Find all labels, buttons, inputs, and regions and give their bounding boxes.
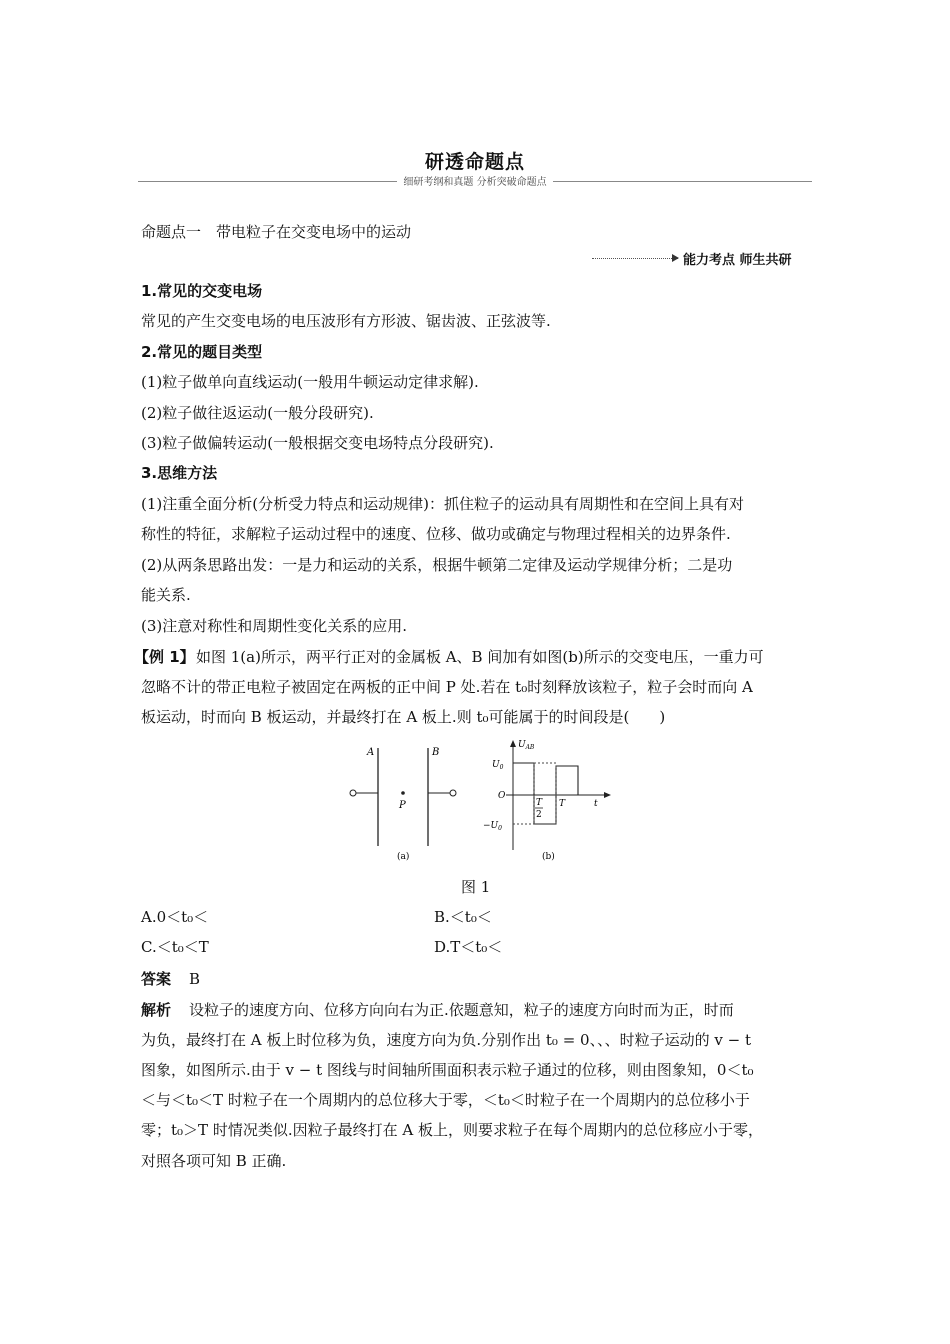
analysis-label: 解析 [141,1001,172,1019]
analysis-line-4: ＜与＜t₀＜T 时粒子在一个周期内的总位移大于零，＜t₀＜时粒子在一个周期内的总位移小于 [141,1091,750,1109]
heading-1: 1.常见的交变电场 [141,282,263,300]
label-axis-t: t [594,799,598,809]
method-2-line-2: 能关系. [141,586,191,604]
option-c: C.＜t₀＜T [141,938,209,956]
example-label: 【例 1】 [134,648,195,666]
paragraph-1: 常见的产生交变电场的电压波形有方形波、锯齿波、正弦波等. [141,312,551,330]
label-t-half-den: 2 [536,810,542,820]
example-line-2: 忽略不计的带正电粒子被固定在两板的正中间 P 处.若在 t₀时刻释放该粒子，粒子会时而向 A [141,678,753,696]
analysis-line-5: 零；t₀＞T 时情况类似.因粒子最终打在 A 板上，则要求粒子在每个周期内的总位移应小于零， [141,1121,763,1139]
arrow-right-icon [672,254,679,262]
method-3: (3)注意对称性和周期性变化关系的应用. [141,617,408,635]
type-item-2: (2)粒子做往返运动(一般分段研究). [141,404,374,422]
figure-caption: 图 1 [461,878,491,896]
waveform-period-2 [556,766,578,795]
example-line-1: 如图 1(a)所示，两平行正对的金属板 A、B 间加有如图(b)所示的交变电压，一重力可 [196,648,764,666]
figure-b [483,740,611,862]
option-b: B.＜t₀＜ [434,908,492,926]
label-u-ab: $U_{AB}$ [518,740,535,751]
answer-value: B [189,970,201,988]
figure-1 [340,738,630,868]
type-item-1: (1)粒子做单向直线运动(一般用牛顿运动定律求解). [141,373,479,391]
label-u0: $U_0$ [492,760,504,771]
example-line-3: 板运动，时而向 B 板运动，并最终打在 A 板上.则 t₀可能属于的时间段是( ) [141,708,666,726]
axis-y-arrow-icon [510,740,516,747]
option-d: D.T＜t₀＜ [434,938,503,956]
option-a: A.0＜t₀＜ [141,908,209,926]
analysis-line-1: 设粒子的速度方向、位移方向向右为正.依题意知，粒子的速度方向时而为正，时而 [189,1001,734,1019]
axis-t-arrow-icon [604,792,611,798]
tag-leader [592,258,678,260]
analysis-line-6: 对照各项可知 B 正确. [141,1152,287,1170]
heading-2: 2.常见的题目类型 [141,343,263,361]
label-t: T [559,799,566,809]
method-1-line-2: 称性的特征，求解粒子运动过程中的速度、位移、做功或确定与物理过程相关的边界条件. [141,525,731,543]
figure-a [350,747,456,862]
method-2-line-1: (2)从两条思路出发：一是力和运动的关系，根据牛顿第二定律及运动学规律分析；二是功 [141,556,733,574]
label-neg-u0: $-U_0$ [483,821,502,832]
label-p: P [399,800,406,811]
terminal-a-icon [350,790,356,796]
page-title: 研透命题点 [424,151,525,173]
label-plate-a: A [367,747,375,758]
type-item-3: (3)粒子做偏转运动(一般根据交变电场特点分段研究). [141,434,494,452]
terminal-b-icon [450,790,456,796]
particle-p-icon [401,791,405,795]
method-1-line-1: (1)注重全面分析(分析受力特点和运动规律)：抓住粒子的运动具有周期性和在空间上具有对 [141,495,744,513]
analysis-line-3: 图象，如图所示.由于 v − t 图线与时间轴所围面积表示粒子通过的位移，则由图象知，0＜t₀ [141,1061,754,1079]
label-t-half-num: T [536,798,543,808]
heading-3: 3.思维方法 [141,464,218,482]
analysis-line-2: 为负，最终打在 A 板上时位移为负，速度方向为负.分别作出 t₀ = 0、、、时粒子运动的 v − t [141,1031,751,1049]
label-origin: O [498,791,506,801]
caption-b: (b) [542,852,555,862]
page-subtitle [0,173,950,188]
label-plate-b: B [432,747,440,758]
answer-label: 答案 [141,970,172,988]
section-heading: 命题点一 带电粒子在交变电场中的运动 [141,223,412,241]
section-tag: 能力考点 师生共研 [683,253,792,268]
page-subtitle-text: 细研考纲和真题 分析突破命题点 [397,177,552,188]
caption-a: (a) [397,852,410,862]
